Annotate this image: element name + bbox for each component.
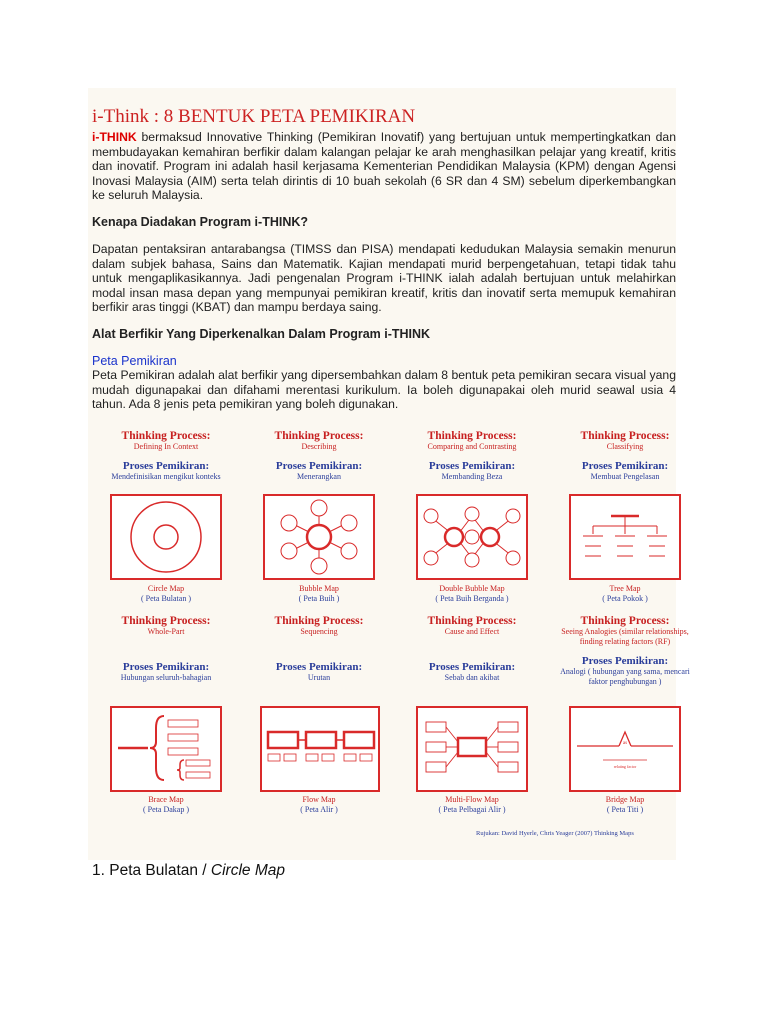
map-malay-name: ( Peta Pokok ) — [602, 594, 648, 603]
ithink-lead: i-THINK — [92, 130, 137, 144]
proses-pemikiran-sub: Menerangkan — [297, 472, 341, 481]
proses-pemikiran-label: Proses Pemikiran: — [122, 661, 210, 673]
map-card-flow — [249, 615, 389, 683]
map-caption-tree — [555, 584, 695, 604]
section-title-number: 1. Peta Bulatan / — [92, 862, 211, 879]
figure-reference: Rujukan: David Hyerle, Chris Yeager (2007) Thinking Maps — [476, 830, 634, 837]
multi-flow-map-icon — [416, 706, 528, 792]
proses-pemikiran-label: Proses Pemikiran: — [581, 655, 669, 667]
thinking-process-sub: Classifying — [606, 442, 644, 451]
map-malay-name: ( Peta Dakap ) — [143, 805, 189, 814]
page-title: i-Think : 8 BENTUK PETA PEMIKIRAN — [92, 106, 416, 127]
section-title-english: Circle Map — [210, 862, 285, 879]
tree-map-icon — [569, 494, 681, 580]
bridge-as-label: as — [622, 741, 628, 746]
map-name: Bridge Map — [605, 795, 645, 804]
map-caption-brace — [96, 795, 236, 815]
map-name: Bubble Map — [299, 584, 339, 593]
proses-pemikiran-label: Proses Pemikiran: — [275, 460, 363, 472]
flow-map-icon — [260, 706, 380, 792]
map-name: Circle Map — [147, 584, 185, 593]
proses-pemikiran-sub: Sebab dan akibat — [444, 673, 500, 682]
proses-pemikiran-sub: Analogi ( hubungan yang sama, mencari faktor penghubungan ) — [560, 667, 690, 686]
intro-paragraph — [92, 130, 676, 203]
thinking-process-sub: Sequencing — [300, 627, 338, 636]
proses-pemikiran-label: Proses Pemikiran: — [581, 460, 669, 472]
proses-pemikiran-sub: Mendefinisikan mengikut konteks — [111, 472, 221, 481]
thinking-process-sub: Whole-Part — [147, 627, 185, 636]
proses-pemikiran-sub: Hubungan seluruh-bahagian — [120, 673, 212, 682]
map-malay-name: ( Peta Titi ) — [606, 805, 644, 814]
map-caption-circle — [96, 584, 236, 604]
thinking-process-sub: Comparing and Contrasting — [427, 442, 517, 451]
bridge-map-icon — [569, 706, 681, 792]
map-caption-flow — [249, 795, 389, 815]
section-paragraph-why: Dapatan pentaksiran antarabangsa (TIMSS dan PISA) mendapati kedudukan Malaysia semakin menurun dalam subjek bahasa, Sains dan Matematik. Kajian mendapati murid berpengetahuan, tetapi tidak tahu untuk mengaplikasikannya. Jadi pengenalan Program i-THINK ialah adalah bertujuan untuk melahirkan modal insan masa depan yang mempunyai pemikiran kreatif, kritis dan inovatif serta memupuk kemahiran berfikir aras tinggi (KBAT) dan mampu berdaya saing. — [92, 242, 676, 314]
map-card-multi-flow — [402, 615, 542, 683]
proses-pemikiran-label: Proses Pemikiran: — [122, 460, 210, 472]
map-caption-multi-flow — [402, 795, 542, 815]
section-title-circle-map — [92, 862, 285, 880]
map-name: Brace Map — [148, 795, 184, 804]
proses-pemikiran-sub: Membanding Beza — [441, 472, 503, 481]
subheading-peta-pemikiran: Peta Pemikiran — [92, 354, 177, 368]
map-name: Flow Map — [302, 795, 336, 804]
thinking-process-label: Thinking Process: — [427, 430, 517, 442]
section-heading-tools: Alat Berfikir Yang Diperkenalkan Dalam Program i-THINK — [92, 327, 431, 341]
proses-pemikiran-sub: Urutan — [307, 673, 331, 682]
thinking-process-sub: Seeing Analogies (similar relationships, finding relating factors (RF) — [561, 627, 689, 646]
map-card-bridge — [555, 615, 695, 687]
double-bubble-map-icon — [416, 494, 528, 580]
map-name: Tree Map — [609, 584, 641, 593]
proses-pemikiran-label: Proses Pemikiran: — [428, 460, 516, 472]
map-card-circle — [96, 430, 236, 482]
section-paragraph-tools: Peta Pemikiran adalah alat berfikir yang dipersembahkan dalam 8 bentuk peta pemikiran secara visual yang mudah digunapakai dan difahami merentasi kurikulum. Ia boleh digunapakai oleh murid seawal usia 4 tahun. Ada 8 jenis peta pemikiran yang boleh digunakan. — [92, 368, 676, 411]
map-card-tree — [555, 430, 695, 482]
thinking-process-label: Thinking Process: — [580, 430, 670, 442]
thinking-process-label: Thinking Process: — [580, 615, 670, 627]
map-malay-name: ( Peta Bulatan ) — [141, 594, 191, 603]
map-name: Double Bubble Map — [439, 584, 505, 593]
map-caption-bubble — [249, 584, 389, 604]
map-card-brace — [96, 615, 236, 683]
brace-map-icon — [110, 706, 222, 792]
map-malay-name: ( Peta Buih Berganda ) — [435, 594, 509, 603]
thinking-process-label: Thinking Process: — [121, 615, 211, 627]
intro-text: bermaksud Innovative Thinking (Pemikiran Inovatif) yang bertujuan untuk mempertingkatkan dan membudayakan kemahiran berfikir dalam kalangan pelajar ke arah menghasilkan pelajar yang kreatif, kritis dan inovatif. Program ini adalah hasil kerjasama Kementerian Pendidikan Malaysia (KPM) dengan Agensi Inovasi Malaysia (AIM) serta telah dirintis di 10 buah sekolah (6 SR dan 4 SM) sebelum diperkembangkan ke seluruh Malaysia. — [92, 130, 676, 202]
thinking-process-sub: Cause and Effect — [444, 627, 500, 636]
map-caption-double-bubble — [402, 584, 542, 604]
map-malay-name: ( Peta Buih ) — [298, 594, 340, 603]
section-heading-why: Kenapa Diadakan Program i-THINK? — [92, 215, 309, 229]
map-malay-name: ( Peta Pelbagai Alir ) — [438, 805, 506, 814]
bridge-rf-label: relating factor — [613, 764, 637, 769]
circle-map-icon — [110, 494, 222, 580]
map-name: Multi-Flow Map — [445, 795, 499, 804]
proses-pemikiran-label: Proses Pemikiran: — [428, 661, 516, 673]
thinking-process-sub: Defining In Context — [133, 442, 199, 451]
thinking-maps-figure — [92, 422, 688, 852]
thinking-process-label: Thinking Process: — [274, 615, 364, 627]
map-malay-name: ( Peta Alir ) — [300, 805, 338, 814]
map-card-double-bubble — [402, 430, 542, 482]
thinking-process-label: Thinking Process: — [121, 430, 211, 442]
proses-pemikiran-sub: Membuat Pengelasan — [590, 472, 660, 481]
thinking-process-sub: Describing — [301, 442, 337, 451]
bubble-map-icon — [263, 494, 375, 580]
map-card-bubble — [249, 430, 389, 482]
proses-pemikiran-label: Proses Pemikiran: — [275, 661, 363, 673]
thinking-process-label: Thinking Process: — [274, 430, 364, 442]
map-caption-bridge — [555, 795, 695, 815]
thinking-process-label: Thinking Process: — [427, 615, 517, 627]
